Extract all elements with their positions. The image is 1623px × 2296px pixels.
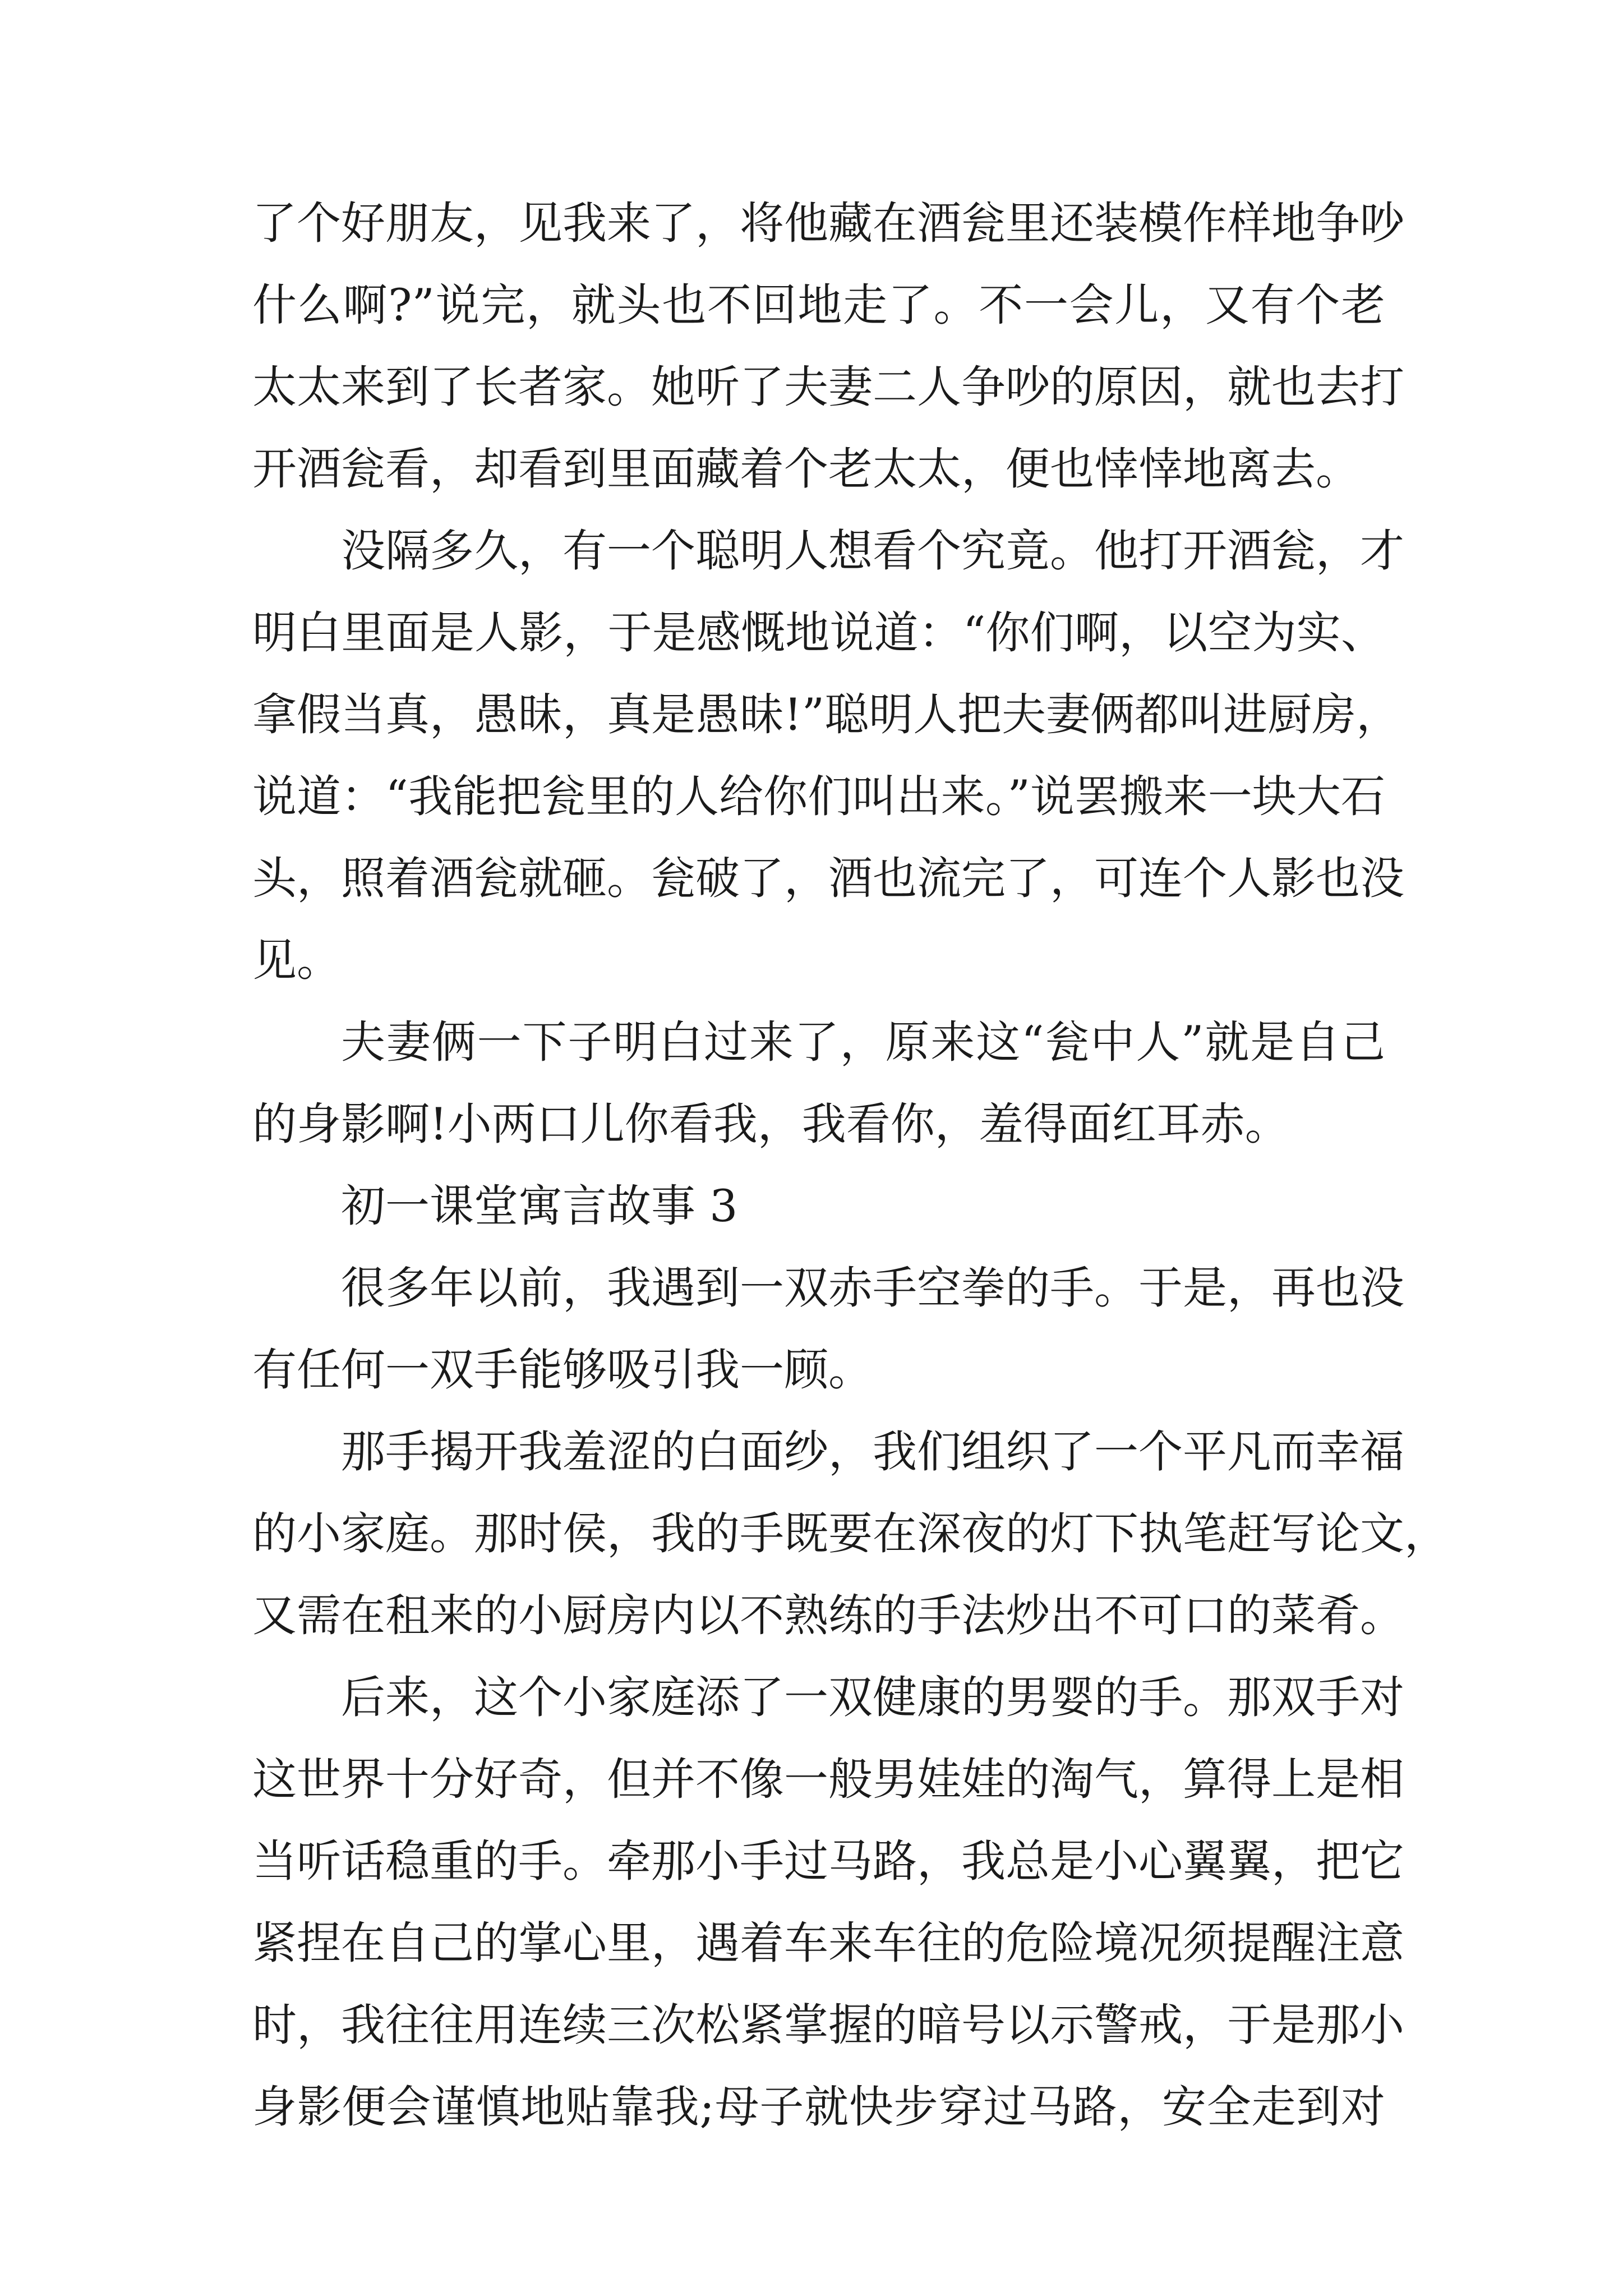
paragraph-first-line: 后来，这个小家庭添了一双健康的男婴的手。那双手对 [341, 1672, 1404, 1723]
text-line: 了个好朋友，见我来了，将他藏在酒瓮里还装模作样地争吵 [252, 197, 1404, 249]
section-heading: 初一课堂寓言故事 3 [341, 1180, 738, 1232]
paragraph-first-line: 那手揭开我羞涩的白面纱，我们组织了一个平凡而幸福 [341, 1426, 1404, 1478]
text-line: 拿假当真，愚昧，真是愚昧!”聪明人把夫妻俩都叫进厨房， [252, 689, 1401, 740]
text-line: 明白里面是人影，于是感慨地说道：“你们啊，以空为实、 [252, 607, 1385, 659]
text-line: 的身影啊!小两口儿你看我，我看你，羞得面红耳赤。 [252, 1098, 1289, 1150]
text-line: 什么啊?”说完，就头也不回地走了。不一会儿，又有个老 [252, 279, 1385, 331]
paragraph-first-line: 没隔多久，有一个聪明人想看个究竟。他打开酒瓮，才 [341, 525, 1404, 577]
text-line: 身影便会谨慎地贴靠我;母子就快步穿过马路，安全走到对 [252, 2081, 1385, 2133]
text-line: 有任何一双手能够吸引我一顾。 [252, 1344, 873, 1396]
text-line: 当听话稳重的手。牵那小手过马路，我总是小心翼翼，把它 [252, 1835, 1404, 1887]
text-line: 这世界十分好奇，但并不像一般男娃娃的淘气，算得上是相 [252, 1754, 1404, 1805]
text-line: 头，照着酒瓮就砸。瓮破了，酒也流完了，可连个人影也没 [252, 853, 1404, 904]
paragraph-first-line: 夫妻俩一下子明白过来了，原来这“瓮中人”就是自己 [341, 1016, 1385, 1068]
text-line: 开酒瓮看，却看到里面藏着个老太太，便也悻悻地离去。 [252, 443, 1360, 495]
text-line: 的小家庭。那时侯，我的手既要在深夜的灯下执笔赶写论文， [252, 1508, 1449, 1559]
text-line: 时，我往往用连续三次松紧掌握的暗号以示警戒，于是那小 [252, 1999, 1404, 2051]
text-line: 说道：“我能把瓮里的人给你们叫出来。”说罢搬来一块大石 [252, 771, 1385, 822]
text-line: 太太来到了长者家。她听了夫妻二人争吵的原因，就也去打 [252, 361, 1404, 413]
text-line: 又需在租来的小厨房内以不熟练的手法炒出不可口的菜肴。 [252, 1590, 1404, 1641]
text-line: 见。 [252, 935, 341, 986]
text-line: 紧捏在自己的掌心里，遇着车来车往的危险境况须提醒注意 [252, 1917, 1404, 1969]
paragraph-first-line: 很多年以前，我遇到一双赤手空拳的手。于是，再也没 [341, 1262, 1404, 1314]
